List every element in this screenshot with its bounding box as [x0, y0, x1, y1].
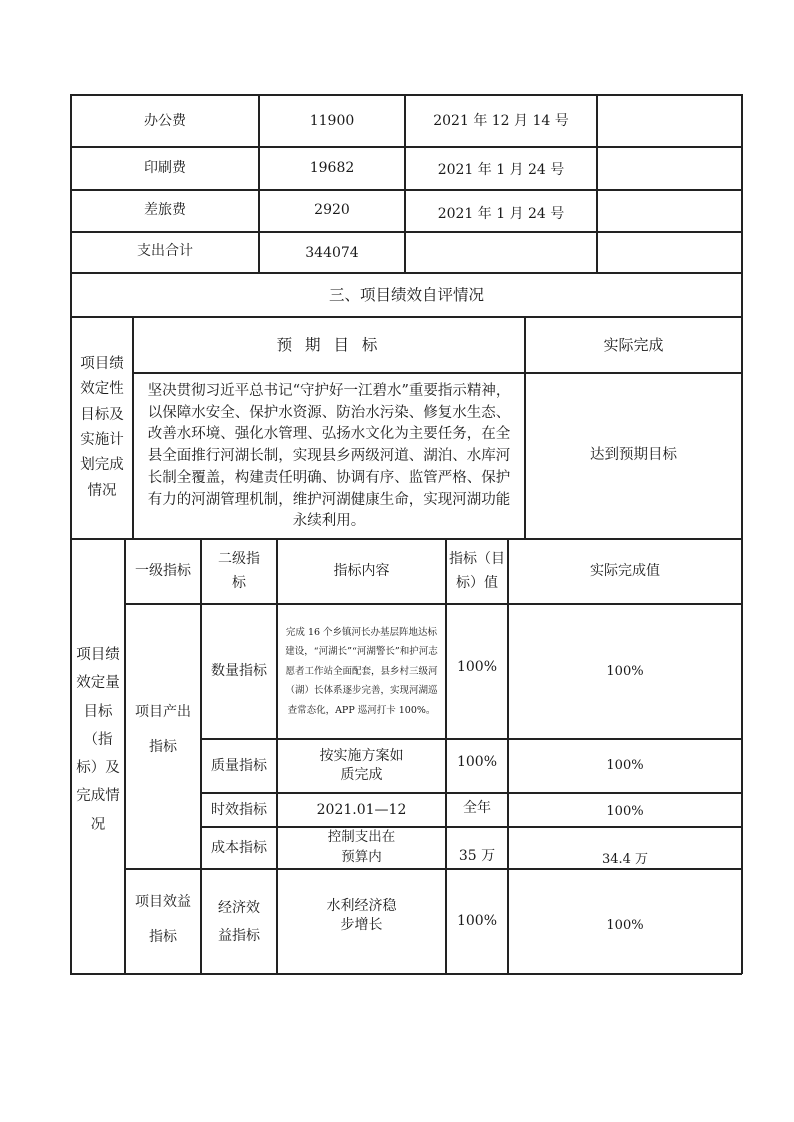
indicator-content: 完成 16 个乡镇河长办基层阵地达标建设，“河湖长”“河湖警长”和护河志愿者工作站全面配套，县乡村三级河（湖）长体系逐步完善，实现河湖巡查常态化，APP 巡河打卡 100%。 — [285, 626, 438, 716]
indicator-actual: 34.4 万 — [601, 852, 649, 868]
indicator-content: 按实施方案如质完成 — [319, 748, 404, 783]
level2-indicator: 时效指标 — [211, 801, 267, 818]
indicator-content: 水利经济稳步增长 — [326, 898, 397, 933]
header-level2: 二级指标 — [218, 550, 260, 591]
total-label: 支出合计 — [137, 242, 193, 259]
level2-indicator: 成本指标 — [211, 839, 267, 856]
indicator-target: 100% — [456, 913, 498, 930]
section-title: 三、项目绩效自评情况 — [328, 285, 484, 304]
header-target: 指标（目标）值 — [449, 550, 505, 591]
level2-indicator: 数量指标 — [211, 663, 267, 680]
total-amount: 344074 — [305, 244, 359, 261]
group-level1-label: 项目产出指标 — [135, 704, 191, 755]
header-content: 指标内容 — [333, 563, 390, 580]
expense-name-cell: 办公费 — [144, 112, 186, 129]
qualitative-row-label: 项目绩效定性目标及实施计划完成情况 — [80, 355, 124, 499]
indicator-target: 全年 — [463, 799, 491, 816]
actual-completion-header: 实际完成 — [603, 335, 664, 354]
indicator-target: 100% — [456, 659, 498, 676]
expected-goal-header: 预 期 目 标 — [276, 335, 382, 354]
expense-date-cell: 2021 年 1 月 24 号 — [437, 205, 565, 222]
indicator-actual: 100% — [606, 758, 644, 774]
level2-indicator: 质量指标 — [211, 757, 267, 774]
indicator-target: 35 万 — [458, 847, 496, 864]
indicator-actual: 100% — [606, 918, 644, 934]
expense-amount-cell: 19682 — [309, 160, 355, 177]
header-actual: 实际完成值 — [590, 563, 660, 580]
expense-amount-cell: 11900 — [309, 112, 355, 129]
expense-amount-cell: 2920 — [314, 201, 350, 218]
actual-completion-text: 达到预期目标 — [590, 447, 677, 464]
group-level1-label: 项目效益指标 — [135, 894, 191, 945]
quantitative-row-label: 项目绩效定量目标（指标）及完成情况 — [76, 647, 120, 833]
level2-indicator: 经济效益指标 — [218, 899, 260, 944]
header-level1: 一级指标 — [135, 563, 191, 580]
expense-name-cell: 印刷费 — [144, 160, 186, 177]
indicator-content: 2021.01—12 — [316, 801, 407, 818]
indicator-actual: 100% — [606, 804, 644, 820]
indicator-content: 控制支出在预算内 — [327, 829, 396, 865]
expected-goal-text: 坚决贯彻习近平总书记“守护好一江碧水”重要指示精神，以保障水安全、保护水资源、防治水污染、修复水生态、改善水环境、强化水管理、弘扬水文化为主要任务，在全县全面推行河湖长制，实现县乡两级河道、湖泊、水库河长制全覆盖，构建责任明确、协调有序、监管严格、保护有力的河湖管理机制，维护河湖健康生命，实现河湖功能永续利用。 — [147, 382, 511, 530]
expense-name-cell: 差旅费 — [144, 201, 186, 218]
indicator-target: 100% — [456, 753, 498, 770]
expense-date-cell: 2021 年 1 月 24 号 — [437, 162, 565, 179]
expense-date-cell: 2021 年 12 月 14 号 — [433, 112, 569, 129]
indicator-actual: 100% — [606, 663, 644, 679]
